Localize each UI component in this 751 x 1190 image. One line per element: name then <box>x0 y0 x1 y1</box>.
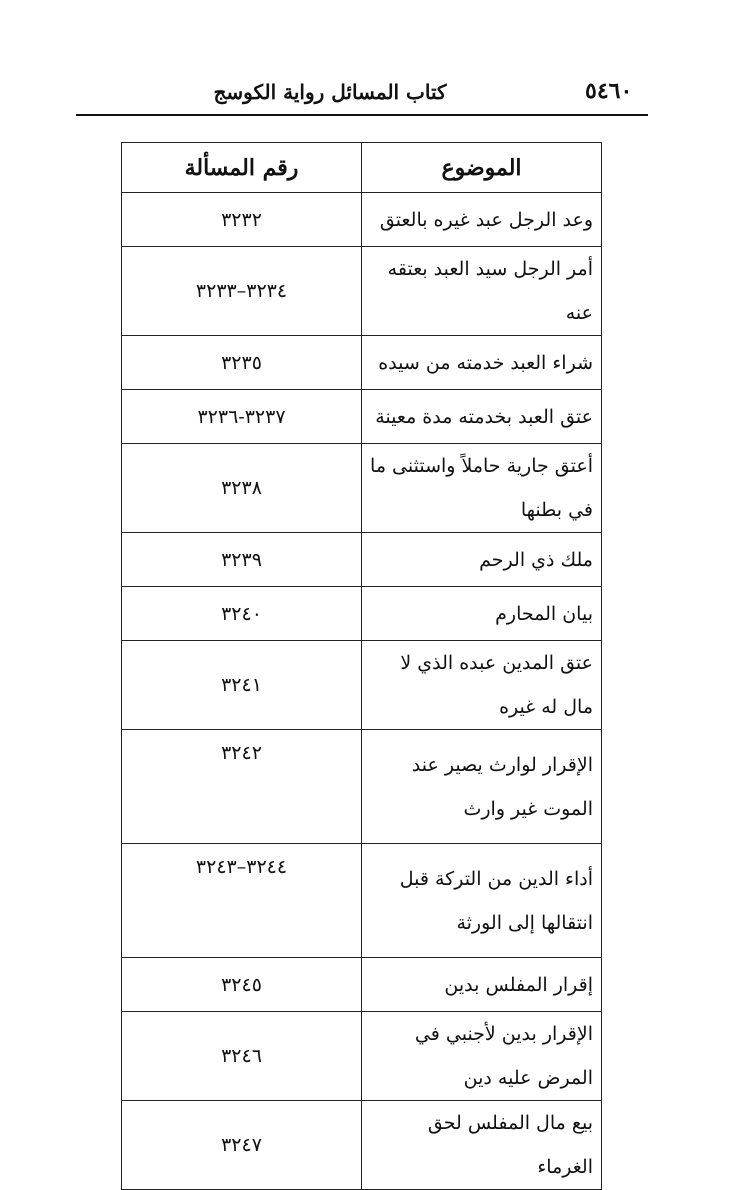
table-row <box>122 1101 602 1190</box>
issue-number-cell: ٣٢٤١ <box>122 641 362 730</box>
table-row <box>122 247 602 336</box>
topic-cell: الإقرار لوارث يصير عند الموت غير وارث <box>362 730 602 844</box>
issue-number-cell: ٣٢٤٠ <box>122 587 362 641</box>
table-row <box>122 336 602 390</box>
topic-cell: الإقرار بدين لأجنبي في المرض عليه دين <box>362 1012 602 1101</box>
table-row <box>122 444 602 533</box>
table-header-row <box>122 143 602 193</box>
number-column-header: رقم المسألة <box>122 143 362 193</box>
topic-cell: أعتق جارية حاملاً واستثنى ما في بطنها <box>362 444 602 533</box>
table-row <box>122 533 602 587</box>
table-row <box>122 390 602 444</box>
topic-cell: وعد الرجل عبد غيره بالعتق <box>362 193 602 247</box>
issue-number-cell: ٣٢٤٤–٣٢٤٣ <box>122 844 362 958</box>
issue-number-cell: ٣٢٤٧ <box>122 1101 362 1190</box>
topic-cell: شراء العبد خدمته من سيده <box>362 336 602 390</box>
issue-number-cell: ٣٢٤٥ <box>122 958 362 1012</box>
book-title: كتاب المسائل رواية الكوسج <box>213 80 447 104</box>
topic-cell: أمر الرجل سيد العبد بعتقه عنه <box>362 247 602 336</box>
topic-cell: أداء الدين من التركة قبل انتقالها إلى الورثة <box>362 844 602 958</box>
issue-number-cell: ٣٢٣٤–٣٢٣٣ <box>122 247 362 336</box>
issue-number-cell: ٣٢٤٢ <box>122 730 362 844</box>
table-row <box>122 730 602 844</box>
header-divider <box>76 114 648 116</box>
topic-cell: بيان المحارم <box>362 587 602 641</box>
table-row <box>122 641 602 730</box>
issue-number-cell: ٣٢٣٢ <box>122 193 362 247</box>
page-header <box>0 0 751 120</box>
page-number: ٥٤٦٠ <box>585 78 633 104</box>
issue-number-cell: ٣٢٣٥ <box>122 336 362 390</box>
topic-cell: بيع مال المفلس لحق الغرماء <box>362 1101 602 1190</box>
issue-number-cell: ٣٢٣٩ <box>122 533 362 587</box>
topic-column-header: الموضوع <box>362 143 602 193</box>
topic-cell: ملك ذي الرحم <box>362 533 602 587</box>
table-row <box>122 958 602 1012</box>
table-row <box>122 1012 602 1101</box>
issue-number-cell: ٣٢٤٦ <box>122 1012 362 1101</box>
table-row <box>122 193 602 247</box>
topic-cell: عتق العبد بخدمته مدة معينة <box>362 390 602 444</box>
table-row <box>122 844 602 958</box>
topics-table <box>121 142 602 1190</box>
issue-number-cell: ٣٢٣٨ <box>122 444 362 533</box>
table-row <box>122 587 602 641</box>
issue-number-cell: ٣٢٣٧-٣٢٣٦ <box>122 390 362 444</box>
topic-cell: إقرار المفلس بدين <box>362 958 602 1012</box>
topic-cell: عتق المدين عبده الذي لا مال له غيره <box>362 641 602 730</box>
